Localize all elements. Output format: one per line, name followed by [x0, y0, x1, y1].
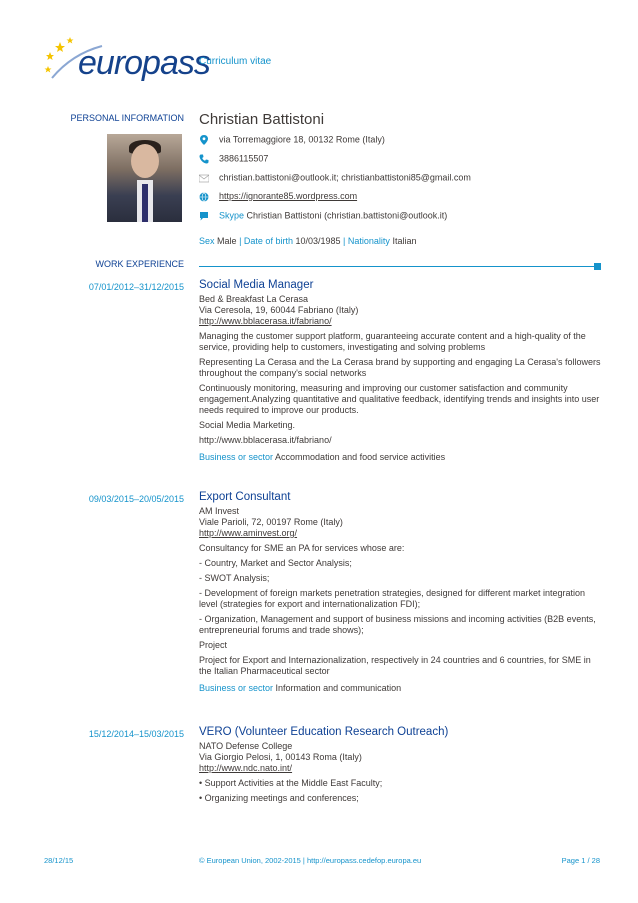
job-entry — [199, 278, 604, 463]
separator: | — [343, 236, 346, 246]
employer-link[interactable]: http://www.aminvest.org/ — [199, 528, 298, 538]
personal-details-row — [199, 236, 416, 246]
nationality-value: Italian — [392, 236, 417, 246]
employer-address: Via Ceresola, 19, 60044 Fabriano (Italy) — [199, 305, 359, 315]
employer-name: Bed & Breakfast La Cerasa — [199, 294, 309, 304]
job-description: http://www.bblacerasa.it/fabriano/ — [199, 435, 332, 445]
sex-label: Sex — [199, 236, 215, 246]
location-pin-icon — [199, 135, 209, 145]
website-link[interactable]: https://ignorante85.wordpress.com — [219, 191, 358, 201]
job-description: Project — [199, 640, 228, 650]
job-title: Export Consultant — [199, 491, 291, 503]
dob-label: Date of birth — [243, 236, 293, 246]
employer-address: Via Giorgio Pelosi, 1, 00143 Roma (Italy) — [199, 752, 362, 762]
nationality-label: Nationality — [347, 236, 390, 246]
email-row — [199, 172, 471, 183]
job-description: - SWOT Analysis; — [199, 573, 270, 583]
job-title: VERO (Volunteer Education Research Outreach) — [199, 726, 449, 738]
phone-text: 3886115507 — [219, 153, 269, 164]
im-label: Skype — [219, 210, 245, 221]
job-sector: Business or sector Information and communication — [199, 683, 402, 693]
job-entry — [199, 725, 604, 808]
im-row — [199, 210, 447, 221]
job-description: • Organizing meetings and conferences; — [199, 793, 359, 803]
sex-value: Male — [217, 236, 237, 246]
job-dates: 15/12/2014–15/03/2015 — [88, 729, 184, 739]
job-sector: Business or sector Accommodation and food service activities — [199, 452, 446, 462]
footer-page-number: Page 1 / 28 — [561, 856, 600, 865]
job-dates: 09/03/2015–20/05/2015 — [88, 494, 184, 504]
address-text: via Torremaggiore 18, 00132 Rome (Italy) — [219, 134, 385, 145]
section-divider — [199, 263, 601, 271]
employer-name: AM Invest — [199, 506, 240, 516]
job-description: - Country, Market and Sector Analysis; — [199, 558, 352, 568]
job-description: Social Media Marketing. — [199, 420, 296, 430]
section-label-personal: PERSONAL INFORMATION — [70, 113, 184, 123]
footer-copyright: © European Union, 2002-2015 | http://europass.cedefop.europa.eu — [199, 856, 422, 865]
person-name: Christian Battistoni — [199, 111, 325, 128]
job-title: Social Media Manager — [199, 279, 314, 291]
job-description: - Development of foreign markets penetration strategies, designed for different market integration level (strategies for export and internationalization FDI); — [199, 588, 586, 609]
logo-wordmark: europass — [78, 44, 210, 82]
im-value: Christian Battistoni (christian.battistoni@outlook.it) — [246, 210, 448, 221]
profile-photo — [107, 134, 182, 222]
chat-bubble-icon — [199, 211, 209, 221]
job-description: Continuously monitoring, measuring and improving our customer satisfaction and community engagement.Analyzing quantitative and qualitative feedback, identifying trends and insights into user needs required to improve our products. — [199, 383, 600, 415]
job-entry — [199, 490, 604, 694]
employer-link[interactable]: http://www.bblacerasa.it/fabriano/ — [199, 316, 332, 326]
job-dates: 07/01/2012–31/12/2015 — [88, 282, 184, 292]
job-description: - Organization, Management and support of business missions and incoming activities (B2B events, entrepreneurial forums and trade shows); — [199, 614, 596, 635]
website-row — [199, 191, 357, 202]
document-title: Curriculum vitae — [199, 56, 272, 67]
phone-row — [199, 153, 268, 164]
separator: | — [239, 236, 242, 246]
address-row — [199, 134, 385, 145]
employer-link[interactable]: http://www.ndc.nato.int/ — [199, 763, 293, 773]
section-label-work: WORK EXPERIENCE — [95, 259, 184, 269]
job-description: Representing La Cerasa and the La Cerasa brand by supporting and engaging La Cerasa's followers throughout the company's social networks — [199, 357, 601, 378]
job-description: • Support Activities at the Middle East Faculty; — [199, 778, 383, 788]
job-description: Consultancy for SME an PA for services whose are: — [199, 543, 405, 553]
phone-icon — [199, 154, 209, 164]
globe-icon — [199, 192, 209, 202]
dob-value: 10/03/1985 — [295, 236, 341, 246]
employer-name: NATO Defense College — [199, 741, 293, 751]
email-text[interactable]: christian.battistoni@outlook.it; christianbattistoni85@gmail.com — [219, 172, 471, 183]
footer-date: 28/12/15 — [44, 856, 74, 865]
employer-address: Viale Parioli, 72, 00197 Rome (Italy) — [199, 517, 343, 527]
email-icon — [199, 173, 209, 183]
job-description: Managing the customer support platform, guaranteeing accurate content and a high-quality of the service, providing help to customers, investigating and solving problems — [199, 331, 586, 352]
job-description: Project for Export and Internazionalization, respectively in 24 countries and 6 countries, for SME in the Italian Pharmaceutical sector — [199, 655, 591, 676]
